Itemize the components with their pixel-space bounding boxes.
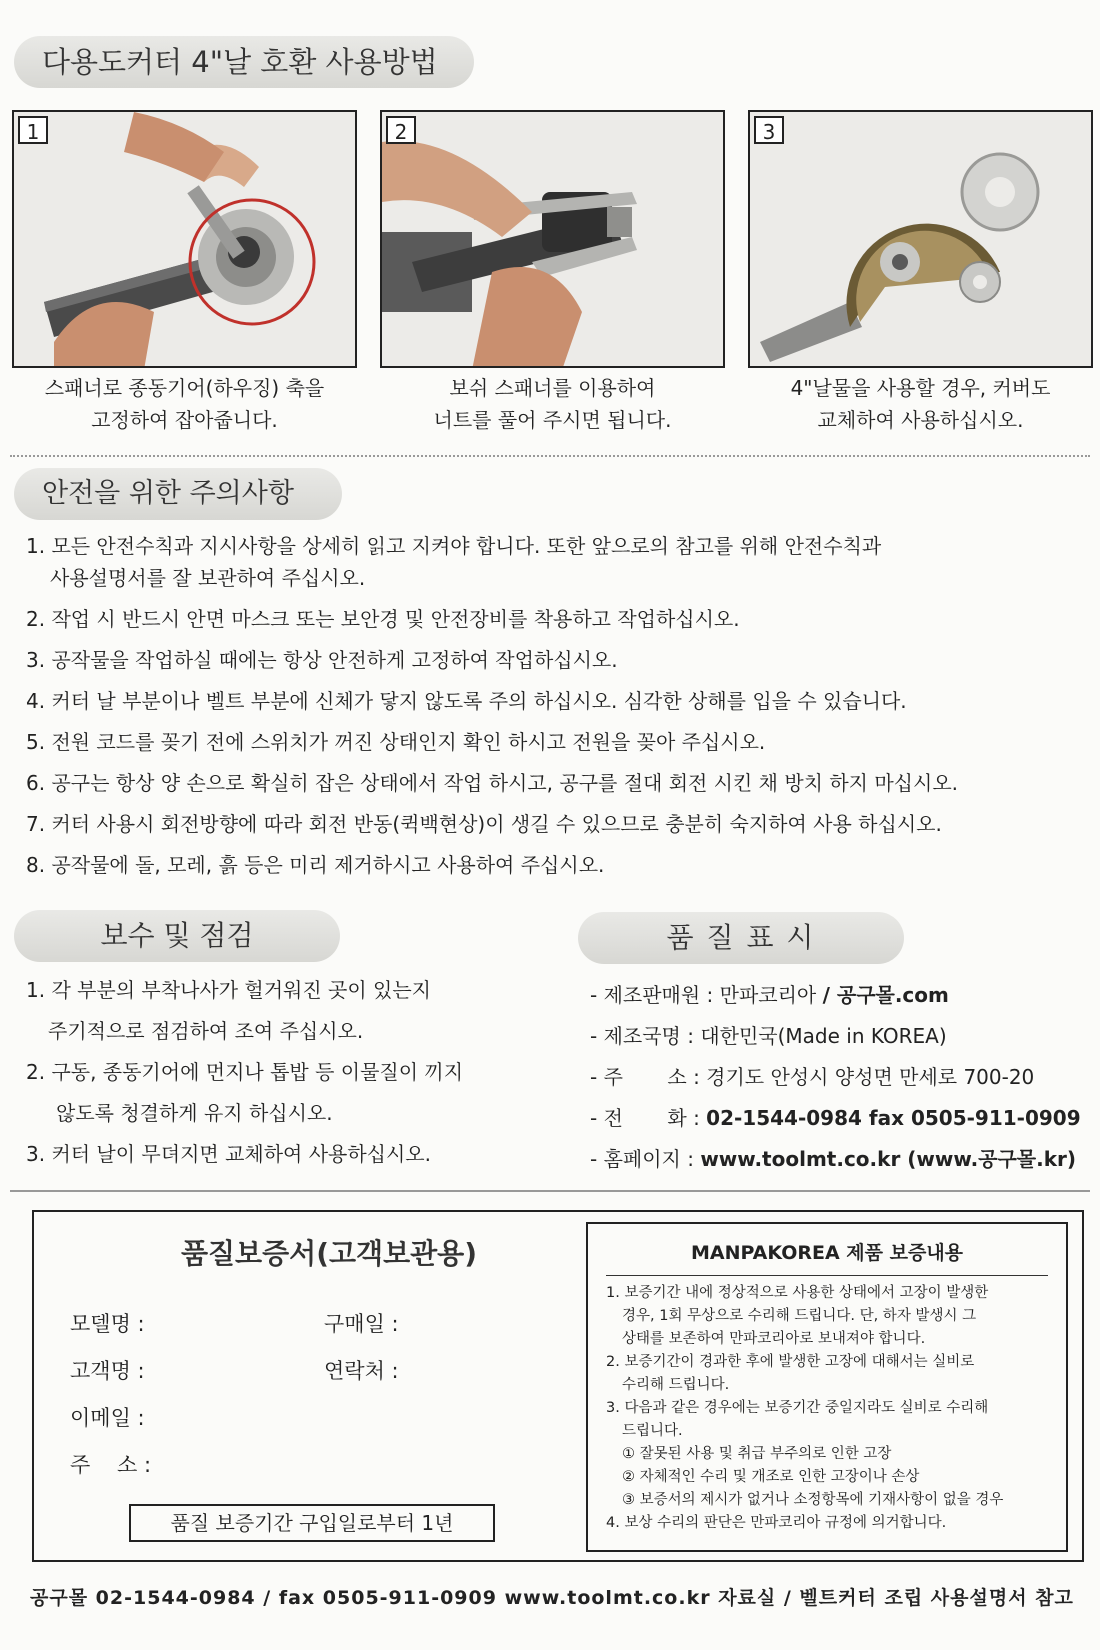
warranty-term [606,1443,1048,1466]
warranty-term-3-sub-2: ② 자체적인 수리 및 개조로 인한 고장이나 손상 [622,1469,920,1485]
quality-label: - 제조판매원 : [590,983,720,1007]
step-3-caption [748,372,1093,436]
quality-row-homepage [590,1139,1090,1180]
maintenance-list [26,970,566,1175]
warranty-term [606,1351,1048,1397]
warranty-term-3-sub-1: ① 잘못된 사용 및 취급 부주의로 인한 고장 [622,1446,892,1462]
step-1-caption-line1: 스패너로 종동기어(하우징) 축을 [44,376,325,400]
step-1-caption-line2: 고정하여 잡아줍니다. [91,408,278,432]
footer-contact: 공구몰 02-1544-0984 / fax 0505-911-0909 www.toolmt.co.kr 자료실 / 벨트커터 조립 사용설명서 참고 [30,1587,1074,1609]
maintenance-item-1-line2: 주기적으로 점검하여 조여 주십시오. [48,1019,364,1043]
quality-value-bold: 02-1544-0984 fax 0505-911-0909 [706,1106,1081,1130]
quality-value: 경기도 안성시 양성면 만세로 700-20 [706,1065,1035,1089]
safety-item-4: 4. 커터 날 부분이나 벨트 부분에 신체가 닿지 않도록 주의 하십시오. 심각한 상해를 입을 수 있습니다. [26,689,907,713]
quality-row-country [590,1016,1090,1057]
maintenance-item-3: 3. 커터 날이 무뎌지면 교체하여 사용하십시오. [26,1142,431,1166]
step-2-caption-line2: 너트를 풀어 주시면 됩니다. [433,408,672,432]
warranty-term [606,1489,1048,1512]
safety-list [26,530,1086,890]
step-1-photo [12,110,357,368]
quality-info [590,975,1090,1180]
step-3-number: 3 [754,116,784,144]
quality-label: - 전 화 : [590,1106,707,1130]
warranty-term [606,1466,1048,1489]
quality-label: - 제조국명 : [590,1024,701,1048]
safety-item [26,726,1086,758]
step-3-caption-line1: 4"날물을 사용할 경우, 커버도 [790,376,1051,400]
safety-item-8: 8. 공작물에 돌, 모레, 흙 등은 미리 제거하시고 사용하여 주십시오. [26,853,605,877]
warranty-term [606,1512,1048,1535]
maintenance-item-1-line1: 1. 각 부분의 부착나사가 헐거워진 곳이 있는지 [26,978,431,1002]
warranty-term-3-line1: 3. 다음과 같은 경우에는 보증기간 중일지라도 실비로 수리해 [606,1400,989,1416]
safety-item [26,530,1086,594]
warranty-term-2-line1: 2. 보증기간이 경과한 후에 발생한 고장에 대해서는 실비로 [606,1354,975,1370]
warranty-term-3-line2: 드립니다. [622,1423,683,1439]
quality-value-bold: www.toolmt.co.kr (www.공구몰.kr) [700,1147,1077,1171]
warranty-terms [586,1222,1068,1552]
safety-item-1-line2: 사용설명서를 잘 보관하여 주십시오. [50,566,366,590]
warranty-field-model: 모델명 : [70,1312,145,1336]
warranty-field-email: 이메일 : [70,1406,145,1430]
step-1-number: 1 [18,116,48,144]
safety-item-7: 7. 커터 사용시 회전방향에 따라 회전 반동(퀵백현상)이 생길 수 있으므로 충분히 숙지하여 사용 하십시오. [26,812,942,836]
quality-label: - 홈페이지 : [590,1147,701,1171]
warranty-term-1-line3: 상태를 보존하여 만파코리아로 보내져야 합니다. [622,1331,926,1347]
warranty-card [32,1210,1084,1562]
warranty-term-4: 4. 보상 수리의 판단은 만파코리아 규정에 의거합니다. [606,1515,947,1531]
warranty-period: 품질 보증기간 구입일로부터 1년 [129,1504,495,1542]
step-2-number: 2 [386,116,416,144]
warranty-field-contact: 연락처 : [324,1359,399,1383]
step-3-illustration [750,112,1093,368]
safety-item [26,808,1086,840]
divider-bottom [10,1190,1090,1192]
quality-row-phone [590,1098,1090,1139]
step-1-caption [12,372,357,436]
warranty-term [606,1282,1048,1351]
safety-item [26,767,1086,799]
safety-item [26,685,1086,717]
quality-label: - 주 소 : [590,1065,707,1089]
quality-value: 대한민국(Made in KOREA) [700,1024,947,1048]
maintenance-item [26,970,566,1052]
warranty-terms-title: MANPAKOREA 제품 보증내용 [690,1242,964,1264]
maintenance-heading [14,910,340,962]
quality-value-bold: / 공구몰.com [822,983,949,1007]
warranty-terms-rule [606,1275,1048,1276]
divider-top [10,455,1090,457]
warranty-term-1-line1: 1. 보증기간 내에 정상적으로 사용한 상태에서 고장이 발생한 [606,1285,989,1301]
step-3-photo [748,110,1093,368]
step-2-photo [380,110,725,368]
warranty-term-2-line2: 수리해 드립니다. [622,1377,730,1393]
maintenance-item-2-line2: 않도록 청결하게 유지 하십시오. [56,1101,333,1125]
safety-item-2: 2. 작업 시 반드시 안면 마스크 또는 보안경 및 안전장비를 착용하고 작업하십시오. [26,607,740,631]
safety-heading [14,468,342,520]
warranty-term [606,1397,1048,1443]
warranty-title: 품질보증서(고객보관용) [180,1237,478,1270]
quality-row-address [590,1057,1090,1098]
step-2-caption [380,372,725,436]
warranty-field-customer: 고객명 : [70,1359,145,1383]
safety-item [26,603,1086,635]
quality-heading-text: 품 질 표 시 [666,921,816,954]
safety-item-3: 3. 공작물을 작업하실 때에는 항상 안전하게 고정하여 작업하십시오. [26,648,618,672]
warranty-term-1-line2: 경우, 1회 무상으로 수리해 드립니다. 단, 하자 발생시 그 [622,1308,977,1324]
safety-item-5: 5. 전원 코드를 꽂기 전에 스위치가 꺼진 상태인지 확인 하시고 전원을 꽂아 주십시오. [26,730,766,754]
safety-item-1-line1: 1. 모든 안전수칙과 지시사항을 상세히 읽고 지켜야 합니다. 또한 앞으로의 참고를 위해 안전수칙과 [26,534,882,558]
step-3-caption-line2: 교체하여 사용하십시오. [817,408,1024,432]
warranty-field-purchase-date: 구매일 : [324,1312,399,1336]
quality-value: 만파코리아 [719,983,823,1007]
safety-heading-text: 안전을 위한 주의사항 [42,478,294,509]
maintenance-item-2-line1: 2. 구동, 종동기어에 먼지나 톱밥 등 이물질이 끼지 [26,1060,464,1084]
step-2-illustration [382,112,725,368]
step-2-caption-line1: 보쉬 스패너를 이용하여 [449,376,656,400]
quality-row-maker [590,975,1090,1016]
maintenance-item [26,1052,566,1134]
warranty-field-address: 주 소 : [70,1453,152,1477]
safety-item [26,849,1086,881]
page-title-text: 다용도커터 4"날 호환 사용방법 [42,45,438,79]
maintenance-heading-text: 보수 및 점검 [100,919,254,952]
quality-heading [578,912,904,964]
maintenance-item [26,1134,566,1175]
warranty-term-3-sub-3: ③ 보증서의 제시가 없거나 소정항목에 기재사항이 없을 경우 [622,1492,1004,1508]
safety-item-6: 6. 공구는 항상 양 손으로 확실히 잡은 상태에서 작업 하시고, 공구를 절대 회전 시킨 채 방치 하지 마십시오. [26,771,958,795]
page-title [14,36,474,88]
step-1-illustration [14,112,357,368]
safety-item [26,644,1086,676]
